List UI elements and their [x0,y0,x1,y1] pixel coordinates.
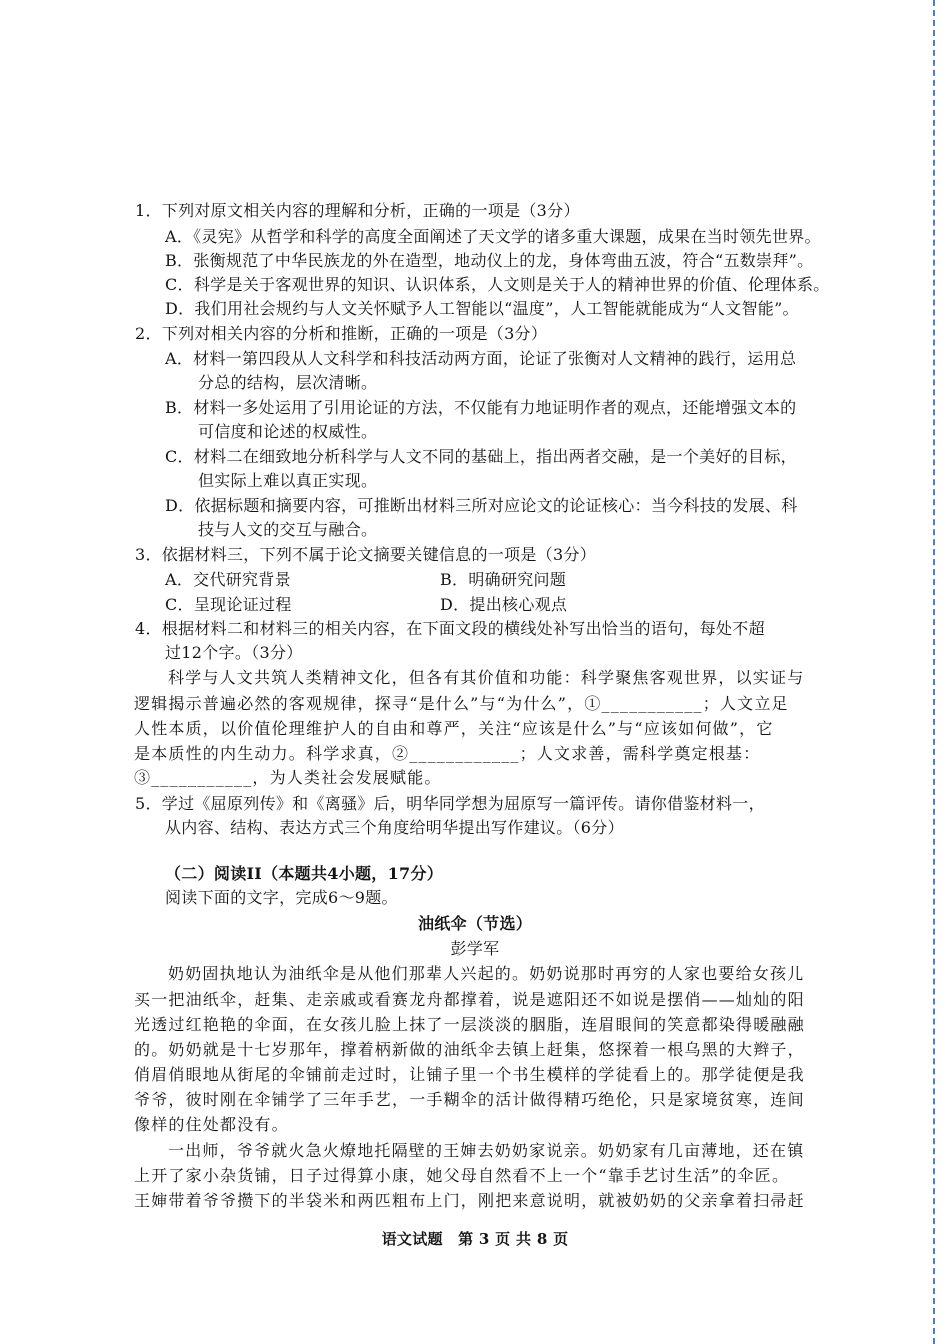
page-footer: 语文试题 第 3 页 共 8 页 [381,1230,569,1248]
q3-stem: 3．依据材料三，下列不属于论文摘要关键信息的一项是（3分） [135,545,597,564]
q2-option-b-cont: 可信度和论述的权威性。 [198,422,378,441]
passage-line: 买一把油纸伞，赶集、走亲戚或看赛龙舟都撑着，说是遮阳还不如说是摆俏——灿灿的阳 [134,990,805,1009]
q2-option-d: D．依据标题和摘要内容，可推断出材料三所对应论文的论证核心：当今科技的发展、科 [165,496,798,515]
passage-line: 王婶带着爷爷攒下的半袋米和两匹粗布上门，刚把来意说明，就被奶奶的父亲拿着扫帚赶 [134,1191,805,1210]
passage-line: 像样的住处都没有。 [134,1115,289,1134]
passage-line: 光透过红艳艳的伞面，在女孩儿脸上抹了一层淡淡的胭脂，连眉眼间的笑意都染得暖融融 [134,1015,805,1034]
q3-option-d: D．提出核心观点 [440,595,568,614]
q2-option-d-cont: 技与人文的交互与融合。 [198,520,378,539]
passage-author: 彭学军 [450,939,500,958]
q4-passage-line: 科学与人文共筑人类精神文化，但各有其价值和功能：科学聚焦客观世界，以实证与 [168,668,805,687]
q2-stem: 2．下列对相关内容的分析和推断，正确的一项是（3分） [135,324,548,343]
passage-title: 油纸伞（节选） [417,914,533,933]
passage-line: 的。奶奶就是十七岁那年，撑着柄新做的油纸伞去镇上赶集，悠探着一根乌黑的大辫子， [134,1040,805,1059]
section-heading: （二）阅读II（本题共4小题，17分） [165,864,444,883]
q5-stem-cont: 从内容、结构、表达方式三个角度给明华提出写作建议。（6分） [165,818,624,837]
passage-line: 一出师，爷爷就火急火燎地托隔壁的王婶去奶奶家说亲。奶奶家有几亩薄地，还在镇 [168,1141,805,1160]
q4-stem: 4．根据材料二和材料三的相关内容，在下面文段的横线处补写出恰当的语句，每处不超 [135,619,765,638]
q4-passage-line: ③___________，为人类社会发展赋能。 [134,768,442,787]
passage-line: 俏眉俏眼地从街尾的伞铺前走过时，让铺子里一个书生模样的学徒看上的。那学徒便是我 [134,1065,805,1084]
passage-line: 爷爷，彼时刚在伞铺学了三年手艺，一手糊伞的活计做得精巧绝伦，只是家境贫寒，连间 [134,1090,805,1109]
q3-option-a: A．交代研究背景 [165,570,291,589]
section-instruction: 阅读下面的文字，完成6～9题。 [165,888,398,907]
passage-line: 上开了家小杂货铺，日子过得算小康，她父母自然看不上一个“靠手艺讨生活”的伞匠。 [134,1166,790,1185]
passage-line: 奶奶固执地认为油纸伞是从他们那辈人兴起的。奶奶说那时再穷的人家也要给女孩儿 [168,964,805,983]
q5-stem: 5．学过《屈原列传》和《离骚》后，明华同学想为屈原写一篇评传。请你借鉴材料一， [135,794,765,813]
q4-stem-cont: 过12个字。（3分） [165,643,303,662]
q2-option-a-cont: 分总的结构，层次清晰。 [198,373,378,392]
q2-option-c: C．材料二在细致地分析科学与人文不同的基础上，指出两者交融，是一个美好的目标， [165,447,797,466]
q2-option-b: B．材料一多处运用了引用论证的方法，不仅能有力地证明作者的观点，还能增强文本的 [165,398,797,417]
q3-option-b: B．明确研究问题 [440,570,567,589]
q2-option-c-cont: 但实际上难以真正实现。 [198,471,378,490]
q1-option-a: A．《灵宪》从哲学和科学的高度全面阐述了天文学的诸多重大课题，成果在当时领先世界。 [165,227,821,246]
q4-passage-line: 是本质性的内生动力。科学求真，②____________；人文求善，需科学奠定根基： [134,744,761,763]
q1-option-b: B．张衡规范了中华民族龙的外在造型，地动仪上的龙，身体弯曲五波，符合“五数崇拜”。 [165,251,814,270]
q1-option-d: D．我们用社会规约与人文关怀赋予人工智能以“温度”，人工智能就能成为“人文智能”。 [165,299,799,318]
q1-option-c: C．科学是关于客观世界的知识、认识体系，人文则是关于人的精神世界的价值、伦理体系。 [165,275,830,294]
q4-passage-line: 逻辑揭示普遍必然的客观规律，探寻“是什么”与“为什么”，①___________；人文立足 [134,694,789,713]
q2-option-a: A．材料一第四段从人文科学和科技活动两方面，论证了张衡对人文精神的践行，运用总 [165,349,797,368]
q3-option-c: C．呈现论证过程 [165,595,292,614]
q4-passage-line: 人性本质，以价值伦理维护人的自由和尊严，关注“应该是什么”与“应该如何做”，它 [134,719,774,738]
q1-stem: 1．下列对原文相关内容的理解和分析，正确的一项是（3分） [135,201,580,220]
